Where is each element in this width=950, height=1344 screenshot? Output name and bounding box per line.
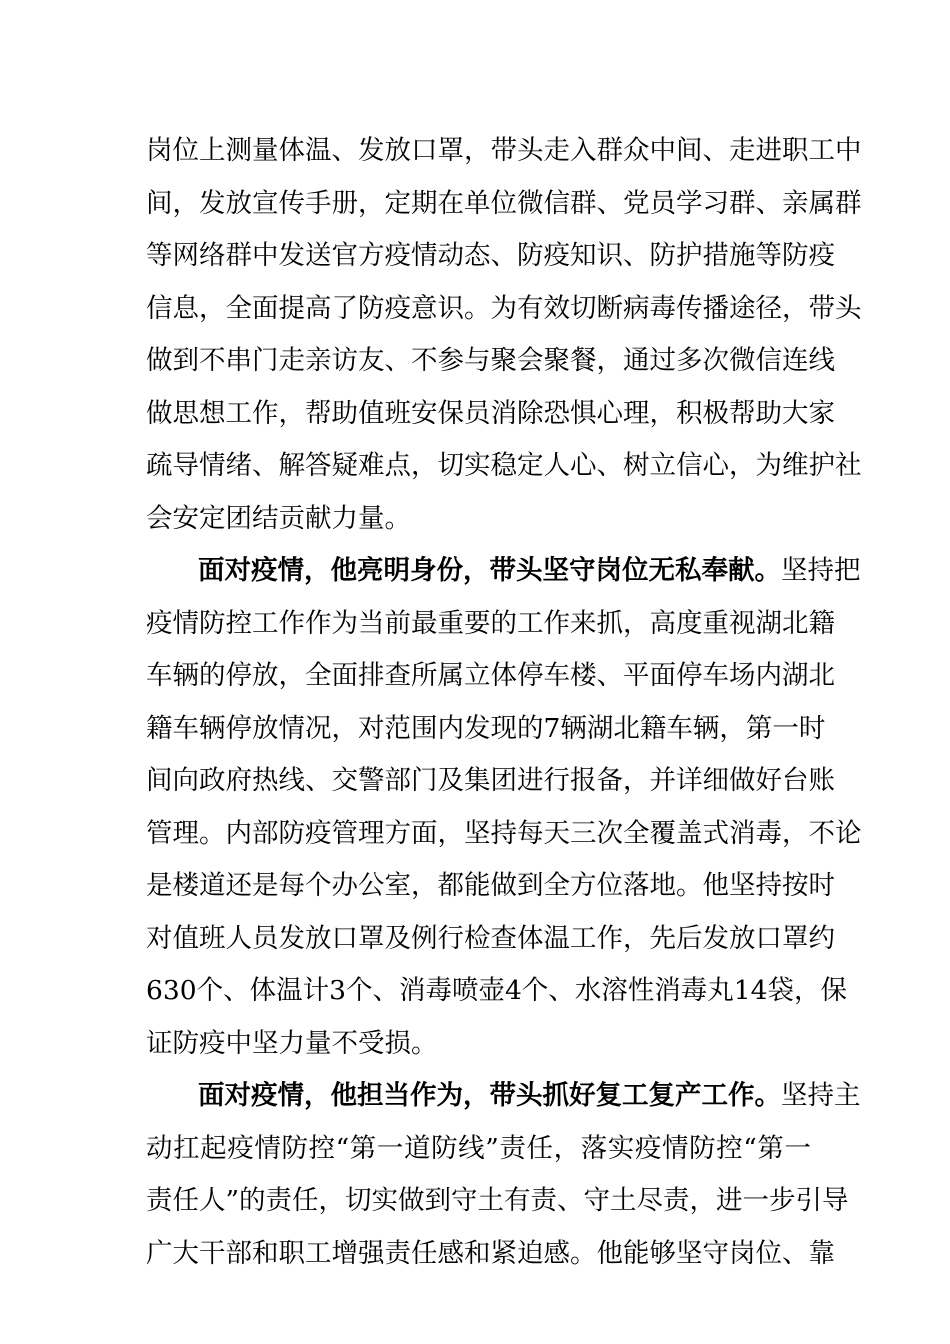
paragraph-line: 间，发放宣传手册，定期在单位微信群、党员学习群、亲属群 <box>146 188 862 219</box>
paragraph-line: 证防疫中坚力量不受损。 <box>146 1028 438 1059</box>
paragraph-line: 动扛起疫情防控“第一道防线”责任，落实疫情防控“第一 <box>146 1133 811 1164</box>
paragraph-lead-heading: 面对疫情，他亮明身份，带头坚守岗位无私奉献。 <box>198 555 781 586</box>
paragraph-line: 疫情防控工作作为当前最重要的工作来抓，高度重视湖北籍 <box>146 608 835 639</box>
paragraph-line: 间向政府热线、交警部门及集团进行报备，并详细做好台账 <box>146 765 835 796</box>
paragraph-line: 会安定团结贡献力量。 <box>146 503 411 534</box>
paragraph-line: 630个、体温计3个、消毒喷壶4个、水溶性消毒丸14袋，保 <box>146 975 848 1006</box>
paragraph-line: 籍车辆停放情况，对范围内发现的7辆湖北籍车辆，第一时 <box>146 713 826 744</box>
paragraph-line: 做到不串门走亲访友、不参与聚会聚餐，通过多次微信连线 <box>146 345 835 376</box>
paragraph-first-line <box>198 551 861 591</box>
paragraph-first-line <box>198 1076 861 1116</box>
paragraph-line: 岗位上测量体温、发放口罩，带头走入群众中间、走进职工中 <box>146 135 862 166</box>
paragraph-line: 是楼道还是每个办公室，都能做到全方位落地。他坚持按时 <box>146 870 835 901</box>
paragraph-lead-heading: 面对疫情，他担当作为，带头抓好复工复产工作。 <box>198 1080 781 1111</box>
paragraph-line: 管理。内部防疫管理方面，坚持每天三次全覆盖式消毒，不论 <box>146 818 862 849</box>
paragraph-line: 疏导情绪、解答疑难点，切实稳定人心、树立信心，为维护社 <box>146 450 862 481</box>
paragraph-line: 等网络群中发送官方疫情动态、防疫知识、防护措施等防疫 <box>146 240 835 271</box>
paragraph-line: 信息，全面提高了防疫意识。为有效切断病毒传播途径，带头 <box>146 293 862 324</box>
paragraph-text: 坚持主 <box>781 1080 861 1111</box>
paragraph-line: 做思想工作，帮助值班安保员消除恐惧心理，积极帮助大家 <box>146 398 835 429</box>
paragraph-line: 责任人”的责任，切实做到守土有责、守土尽责，进一步引导 <box>146 1185 849 1216</box>
paragraph-line: 对值班人员发放口罩及例行检查体温工作，先后发放口罩约 <box>146 923 835 954</box>
paragraph-line: 广大干部和职工增强责任感和紧迫感。他能够坚守岗位、靠 <box>146 1238 835 1269</box>
paragraph-line: 车辆的停放，全面排查所属立体停车楼、平面停车场内湖北 <box>146 660 835 691</box>
paragraph-text: 坚持把 <box>781 555 861 586</box>
